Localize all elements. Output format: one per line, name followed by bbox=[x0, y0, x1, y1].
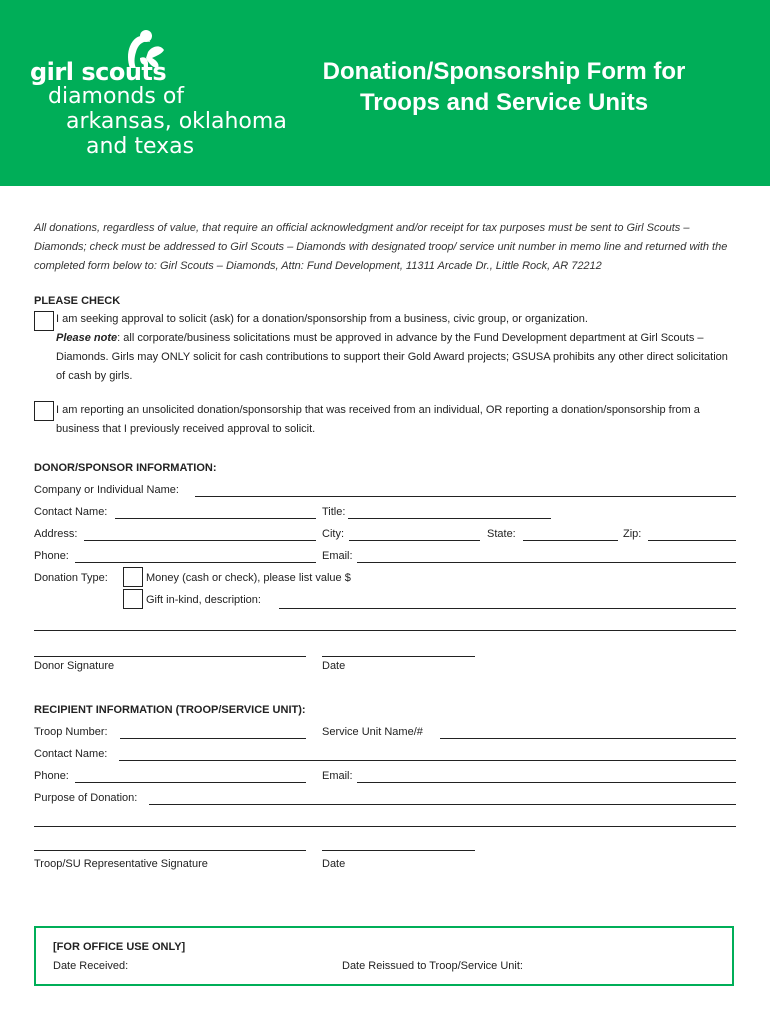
service-unit-field[interactable] bbox=[440, 738, 736, 739]
troop-signature-field[interactable] bbox=[34, 850, 306, 851]
gift-description-field[interactable] bbox=[279, 608, 736, 609]
recipient-heading: RECIPIENT INFORMATION (TROOP/SERVICE UNIT): bbox=[34, 704, 306, 716]
date-received-label: Date Received: bbox=[53, 960, 129, 972]
city-field[interactable] bbox=[349, 540, 480, 541]
date-reissued-label: Date Reissued to Troop/Service Unit: bbox=[342, 960, 523, 972]
donor-date-field[interactable] bbox=[322, 656, 475, 657]
gift-description-field-2[interactable] bbox=[34, 630, 736, 631]
intro-text: All donations, regardless of value, that require an official acknowledgment and/or receipt for tax purposes must be sent to Girl Scouts – Diamonds; check must be addressed to Girl Scouts – Diamonds with designated troop/ service unit number in memo line and returned with the completed form below to: Girl Scouts – Diamonds, Attn: Fund Development, 11311 Arcade Dr., Little Rock, AR 72212 bbox=[34, 222, 728, 272]
purpose-field-2[interactable] bbox=[34, 826, 736, 827]
donor-signature-field[interactable] bbox=[34, 656, 306, 657]
state-field[interactable] bbox=[523, 540, 618, 541]
company-name-field[interactable] bbox=[195, 496, 736, 497]
solicit-approval-line: I am seeking approval to solicit (ask) for a donation/sponsorship from a business, civic group, or organization. bbox=[56, 313, 588, 325]
zip-label: Zip: bbox=[623, 528, 642, 540]
donor-date-label: Date bbox=[322, 660, 346, 672]
title-label: Title: bbox=[322, 506, 346, 518]
contact-name-label: Contact Name: bbox=[34, 506, 108, 518]
title-field[interactable] bbox=[348, 518, 551, 519]
council-line-1: diamonds of bbox=[48, 84, 185, 109]
office-use-heading: [FOR OFFICE USE ONLY] bbox=[53, 941, 186, 953]
council-line-2: arkansas, oklahoma bbox=[66, 109, 287, 134]
troop-number-label: Troop Number: bbox=[34, 726, 108, 738]
address-field[interactable] bbox=[84, 540, 316, 541]
page-title bbox=[280, 56, 728, 118]
email-field[interactable] bbox=[357, 562, 736, 563]
phone-field[interactable] bbox=[75, 562, 316, 563]
address-label: Address: bbox=[34, 528, 78, 540]
header-banner bbox=[0, 0, 770, 186]
company-name-label: Company or Individual Name: bbox=[34, 484, 179, 496]
recipient-email-label: Email: bbox=[322, 770, 353, 782]
troop-date-label: Date bbox=[322, 858, 346, 870]
please-note-label: Please note bbox=[56, 332, 118, 344]
gift-in-kind-label: Gift in-kind, description: bbox=[146, 594, 261, 606]
gift-in-kind-checkbox[interactable] bbox=[123, 589, 143, 609]
council-line-3: and texas bbox=[86, 134, 195, 159]
phone-label: Phone: bbox=[34, 550, 69, 562]
unsolicited-report-checkbox[interactable] bbox=[34, 401, 54, 421]
donation-type-label: Donation Type: bbox=[34, 572, 108, 584]
money-label: Money (cash or check), please list value $ bbox=[146, 572, 351, 584]
money-checkbox[interactable] bbox=[123, 567, 143, 587]
solicit-approval-checkbox[interactable] bbox=[34, 311, 54, 331]
troop-date-field[interactable] bbox=[322, 850, 475, 851]
zip-field[interactable] bbox=[648, 540, 736, 541]
donor-heading: DONOR/SPONSOR INFORMATION: bbox=[34, 462, 217, 474]
purpose-field[interactable] bbox=[149, 804, 736, 805]
recipient-contact-label: Contact Name: bbox=[34, 748, 108, 760]
please-note-text: : all corporate/business solicitations must be approved in advance by the Fund Development department at Girl Scouts – Diamonds. Girls may ONLY solicit for cash contributions to support their Gold Award projects; GSUSA prohibits any other direct solicitation of cash by girls. bbox=[56, 332, 728, 382]
service-unit-label: Service Unit Name/# bbox=[322, 726, 423, 738]
office-use-box bbox=[34, 926, 734, 986]
donor-signature-label: Donor Signature bbox=[34, 660, 115, 672]
title-line-2: Troops and Service Units bbox=[359, 89, 649, 116]
unsolicited-report-text: I am reporting an unsolicited donation/sponsorship that was received from an individual, OR reporting a donation/sponsorship from a business that I previously received approval to solicit. bbox=[56, 404, 700, 435]
recipient-phone-label: Phone: bbox=[34, 770, 69, 782]
recipient-contact-field[interactable] bbox=[119, 760, 736, 761]
recipient-phone-field[interactable] bbox=[75, 782, 306, 783]
city-label: City: bbox=[322, 528, 344, 540]
contact-name-field[interactable] bbox=[115, 518, 316, 519]
purpose-label: Purpose of Donation: bbox=[34, 792, 138, 804]
brand-name: girl scouts bbox=[30, 58, 167, 86]
recipient-email-field[interactable] bbox=[357, 782, 736, 783]
please-check-heading: PLEASE CHECK bbox=[34, 295, 121, 307]
title-line-1: Donation/Sponsorship Form for bbox=[322, 58, 686, 85]
solicit-approval-text bbox=[56, 310, 740, 386]
troop-signature-label: Troop/SU Representative Signature bbox=[34, 858, 208, 870]
troop-number-field[interactable] bbox=[120, 738, 306, 739]
state-label: State: bbox=[487, 528, 516, 540]
email-label: Email: bbox=[322, 550, 353, 562]
